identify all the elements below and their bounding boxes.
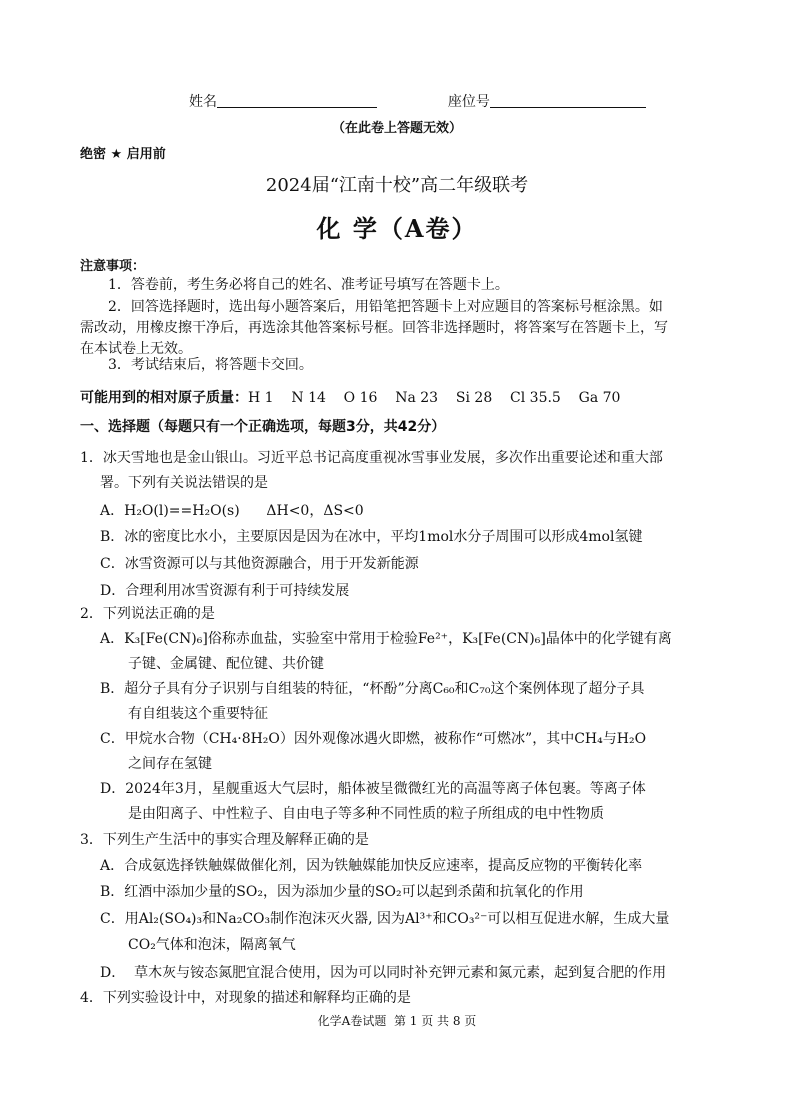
exam-title: 2024届“江南十校”高二年级联考 bbox=[265, 175, 529, 196]
notice-item-2-line-2: 需改动，用橡皮擦干净后，再选涂其他答案标号框。回答非选择题时，将答案写在答题卡上，写 bbox=[80, 320, 668, 336]
q2-stem: 2．下列说法正确的是 bbox=[80, 606, 215, 622]
q2-option-d-line-2: 是由阳离子、中性粒子、自由电子等多种不同性质的粒子所组成的电中性物质 bbox=[128, 806, 604, 822]
atomic-mass-line bbox=[80, 387, 620, 409]
notice-item-2-line-3: 在本试卷上无效。 bbox=[80, 341, 192, 357]
subject-title: 化 学（A卷） bbox=[316, 214, 478, 243]
seat-blank bbox=[490, 93, 646, 108]
q1-option-c: C．冰雪资源可以与其他资源融合，用于开发新能源 bbox=[100, 556, 419, 572]
atomic-mass-values: H 1 N 14 O 16 Na 23 Si 28 Cl 35.5 Ga 70 bbox=[248, 390, 621, 406]
q2-option-b-line-1: B．超分子具有分子识别与自组装的特征，“杯酚”分离C₆₀和C₇₀这个案例体现了超分子具 bbox=[100, 681, 645, 697]
notice-item-2-line-1: 2．回答选择题时，选出每小题答案后，用铅笔把答题卡上对应题目的答案标号框涂黑。如 bbox=[108, 299, 663, 315]
q2-option-c-line-1: C．甲烷水合物（CH₄·8H₂O）因外观像冰遇火即燃，被称作“可燃冰”，其中CH₄与H₂O bbox=[100, 731, 647, 747]
secret-label: 绝密 ★ 启用前 bbox=[80, 147, 166, 162]
invalid-note: （在此卷上答题无效） bbox=[331, 121, 462, 136]
q2-option-d-line-1: D．2024年3月，星舰重返大气层时，船体被呈微微红光的高温等离子体包裹。等离子体 bbox=[100, 781, 646, 797]
notice-item-3: 3．考试结束后，将答题卡交回。 bbox=[108, 357, 313, 373]
notice-item-1: 1．答卷前，考生务必将自己的姓名、准考证号填写在答题卡上。 bbox=[108, 277, 509, 293]
q1-stem-line-1: 1．冰天雪地也是金山银山。习近平总书记高度重视冰雪事业发展，多次作出重要论述和重大部 bbox=[80, 450, 663, 466]
q2-option-a-line-2: 子键、金属键、配位键、共价键 bbox=[128, 656, 324, 672]
q2-option-c-line-2: 之间存在氢键 bbox=[128, 756, 212, 772]
notice-heading: 注意事项： bbox=[80, 259, 146, 274]
q2-option-b-line-2: 有自组装这个重要特征 bbox=[128, 706, 268, 722]
seat-label: 座位号 bbox=[447, 94, 490, 110]
q3-option-c-line-2: CO₂气体和泡沫，隔离氧气 bbox=[128, 937, 296, 953]
q4-stem: 4．下列实验设计中，对现象的描述和解释均正确的是 bbox=[80, 990, 411, 1006]
name-label: 姓名 bbox=[189, 94, 217, 110]
q3-option-d: D． 草木灰与铵态氮肥宜混合使用，因为可以同时补充钾元素和氮元素，起到复合肥的作用 bbox=[100, 965, 667, 981]
section-heading: 一、选择题（每题只有一个正确选项，每题3分，共42分） bbox=[80, 419, 446, 435]
q3-option-b: B．红酒中添加少量的SO₂，因为添加少量的SO₂可以起到杀菌和抗氧化的作用 bbox=[100, 884, 584, 900]
name-seat-line bbox=[189, 92, 646, 112]
page-footer: 化学A卷试题 第 1 页 共 8 页 bbox=[317, 1014, 477, 1028]
q1-stem-line-2: 署。下列有关说法错误的是 bbox=[100, 475, 268, 491]
name-blank bbox=[217, 93, 377, 108]
q1-option-a: A．H₂O(l)==H₂O(s) ΔH<0，ΔS<0 bbox=[100, 503, 364, 519]
q1-option-d: D．合理利用冰雪资源有利于可持续发展 bbox=[100, 583, 350, 599]
q3-stem: 3．下列生产生活中的事实合理及解释正确的是 bbox=[80, 832, 369, 848]
q1-option-b: B．冰的密度比水小，主要原因是因为在冰中，平均1mol水分子周围可以形成4mol氢键 bbox=[100, 529, 643, 545]
q3-option-a: A．合成氨选择铁触媒做催化剂，因为铁触媒能加快反应速率，提高反应物的平衡转化率 bbox=[100, 858, 643, 874]
atomic-mass-label: 可能用到的相对原子质量： bbox=[80, 390, 248, 406]
q3-option-c-line-1: C．用Al₂(SO₄)₃和Na₂CO₃制作泡沫灭火器, 因为Al³⁺和CO₃²⁻可以相互促进水解，生成大量 bbox=[100, 911, 670, 927]
q2-option-a-line-1: A．K₃[Fe(CN)₆]俗称赤血盐，实验室中常用于检验Fe²⁺，K₃[Fe(CN)₆]晶体中的化学键有离 bbox=[100, 631, 672, 647]
